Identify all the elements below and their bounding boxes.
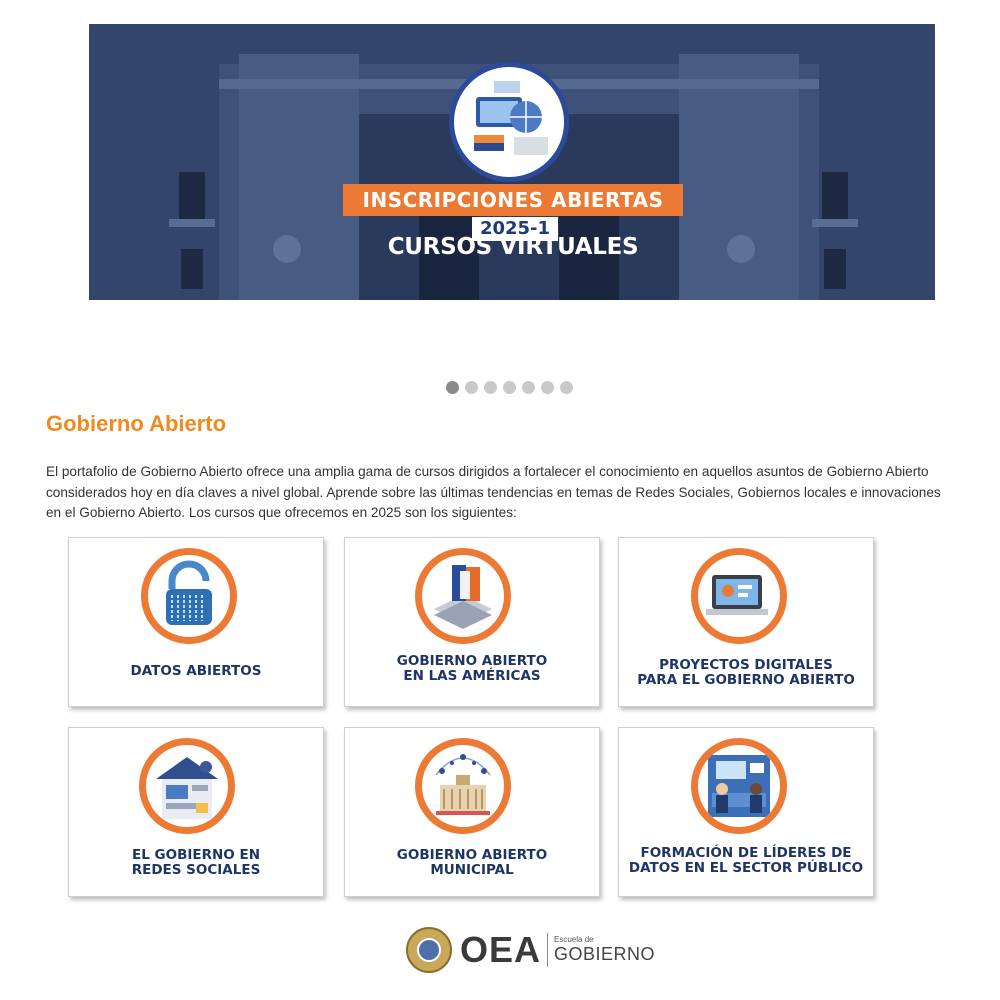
course-title-line1: GOBIERNO ABIERTO [396,653,548,669]
carousel-dot[interactable] [522,381,535,394]
course-title-line2: REDES SOCIALES [131,862,261,878]
course-title-line2: MUNICIPAL [430,862,514,878]
logo-school-small: Escuela de [554,935,594,944]
education-icon [449,62,569,182]
section-intro: El portafolio de Gobierno Abierto ofrece una amplia gama de cursos dirigidos a fortalecer el conocimiento en aquellos asuntos de Gobierno Abierto considerados hoy en día claves a nivel global. Aprende sobre las últimas tendencias en temas de Redes Sociales, Gobiernos locales e innovaciones en el Gobierno Abierto. Los cursos que ofrecemos en 2025 son los siguientes: [46,464,941,520]
social-media-icon [139,738,235,834]
course-card-proyectos-digitales[interactable] [618,537,874,707]
oea-seal-icon [406,927,452,973]
course-title-line1: PROYECTOS DIGITALES [659,657,833,673]
logo-divider [547,933,548,967]
course-title-line1: DATOS ABIERTOS [130,663,262,679]
buildings-icon [415,548,511,644]
section-title: Gobierno Abierto [46,411,227,436]
team-meeting-icon [691,738,787,834]
banner-subtitle: CURSOS VIRTUALES [387,234,639,260]
oea-logo[interactable] [406,925,655,975]
laptop-icon [691,548,787,644]
banner-headline: INSCRIPCIONES ABIERTAS [343,184,683,216]
banner-year: 2025-1 [472,217,558,241]
carousel-dot[interactable] [465,381,478,394]
carousel-dot[interactable] [503,381,516,394]
course-title-line2: EN LAS AMÉRICAS [403,668,541,684]
logo-school-big: GOBIERNO [554,944,656,964]
carousel-dot[interactable] [484,381,497,394]
carousel-dot[interactable] [446,381,459,394]
course-title-line1: FORMACIÓN DE LÍDERES DE [640,845,852,861]
course-card-gobierno-municipal[interactable] [344,727,600,897]
course-card-datos-abiertos[interactable] [68,537,324,707]
course-title-line1: EL GOBIERNO EN [131,847,260,863]
course-card-gobierno-americas[interactable] [344,537,600,707]
course-title-line1: GOBIERNO ABIERTO [396,847,548,863]
course-card-lideres-datos[interactable] [618,727,874,897]
course-title-line2: PARA EL GOBIERNO ABIERTO [637,672,855,688]
carousel-dots [446,381,573,395]
hero-banner[interactable] [89,24,935,300]
logo-brand: OEA [460,929,542,970]
municipal-building-icon [415,738,511,834]
logo-school [554,935,655,965]
carousel-dot[interactable] [541,381,554,394]
carousel-dot[interactable] [560,381,573,394]
padlock-icon [141,548,237,644]
course-card-redes-sociales[interactable] [68,727,324,897]
course-title-line2: DATOS EN EL SECTOR PÚBLICO [628,860,864,876]
